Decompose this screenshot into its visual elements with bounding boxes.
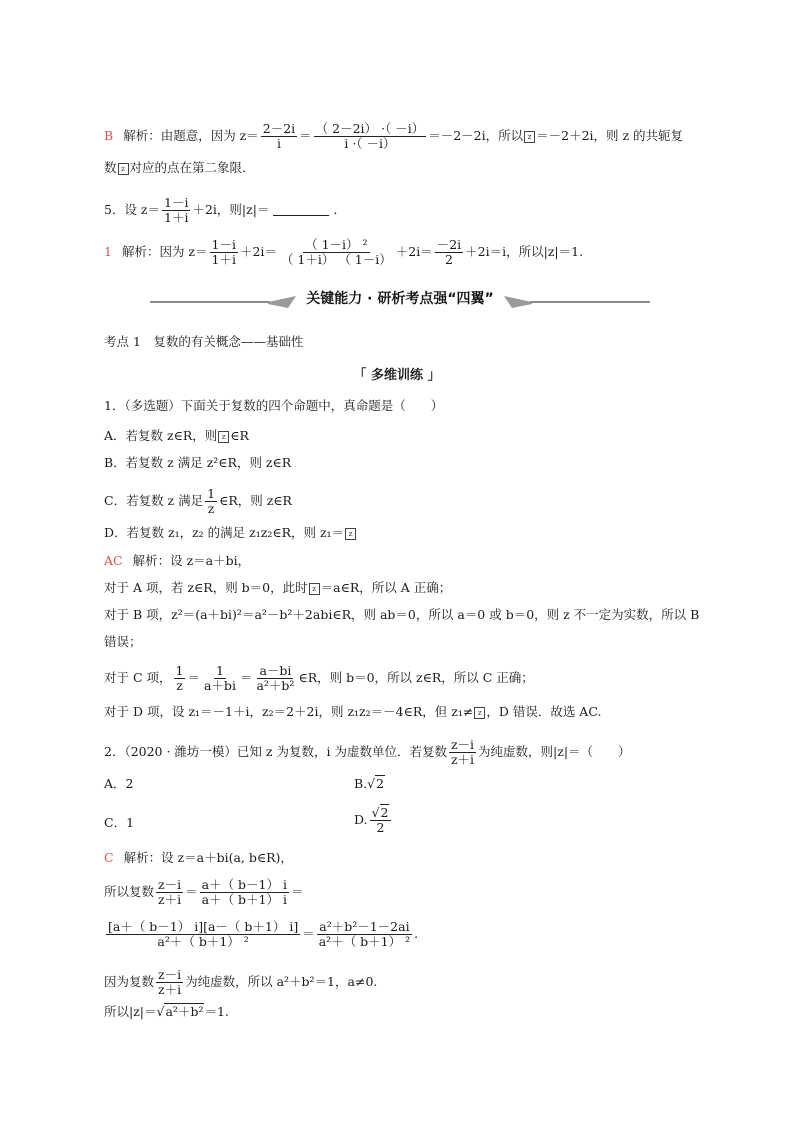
text: 解析：由题意，因为 z＝ [123,128,259,143]
denominator: z [176,678,183,693]
text: B. [354,776,368,791]
numerator: [a＋（ b－1） i][a－（ b＋1） i] [108,919,299,934]
answer-1-c: 对于 C 项， $\frac{1}{z}$ ＝ $\frac{1}{a+bi}$ ＝ $\frac{a-bi}{\text{a²＋b²}}$ ∈R，则 b＝0，所以 z∈R，所以 C 正确； [104,663,534,693]
question-1-stem: 1．（多选题）下面关于复数的四个命题中，真命题是（ ） [104,398,444,413]
text: ＋2i，则|z|＝ [192,202,270,217]
numerator: 2－2i [262,121,296,136]
radicand: 2 [380,805,389,820]
conjugate-z-icon: z [118,163,129,175]
kaodian-heading: 考点 1 复数的有关概念——基础性 [104,334,304,349]
denominator: a＋（ b＋1） i [201,892,287,907]
answer-tag: C [104,850,114,865]
radicand: 2 [376,776,385,791]
answer-tag: 1 [104,244,112,259]
answer-2-step4: 所以|z|＝√a²＋b²＝1. [104,1004,229,1019]
denominator: a²＋b² [256,678,295,693]
answer-tag: AC [104,553,123,568]
numerator: 1 [207,486,216,501]
option-d [104,525,357,541]
section-banner [150,286,650,312]
answer-1-intro [104,553,250,569]
denominator: 2 [376,820,385,835]
answer-blank [273,215,329,216]
text: 2．（2020 · 潍坊一模）已知 z 为复数，i 为虚数单位．若复数 [104,744,447,759]
answer-2-step2: $\frac{[a+( b-1) i][a-( b+1) i]}{\text{a²＋（ b＋1） ²}}$ ＝ $\frac{\text{a²＋b²－1－2ai}}{\text{a²＋（ b＋1） ²}}$ . [108,919,419,949]
numerator: z－i [158,967,182,982]
answer-1-d [104,704,601,720]
text: 为纯虚数，则|z|＝（ ） [478,744,631,759]
text: ＝－2－2i，所以 [428,128,524,143]
fraction [156,968,183,997]
denominator: （ 1＋i） （ 1－i） [280,252,392,267]
conjugate-z-icon: z [524,131,535,143]
answer-1-b-cont: 错误； [104,634,142,649]
denominator: a²＋（ b＋1） ² [157,934,249,949]
numerator: √2 [370,806,392,821]
numerator: a＋（ b－1） i [201,877,287,892]
solution-b-line1 [104,122,683,151]
fraction [174,664,186,693]
banner-title: 关键能力 · 研析考点强“四翼” [306,291,494,307]
conjugate-z-icon: z [309,583,320,595]
text: 所以复数 [104,884,155,899]
text: ＋2i＝ [239,244,277,259]
conjugate-z2-icon: z [345,528,356,540]
text: ＋2i＝ [395,244,433,259]
text: ＋2i＝i，所以|z|＝1. [465,244,584,259]
question-5 [104,196,346,225]
denominator: z＋i [158,892,182,907]
text: ＝ [299,128,312,143]
numerator: z－i [158,877,182,892]
numerator: 1 [215,663,224,678]
numerator: 1－i [164,195,189,210]
option-a [104,428,249,444]
numerator: a²＋b²－1－2ai [319,919,410,934]
fraction [261,122,297,151]
denominator: a＋bi [203,678,236,693]
answer-5 [104,238,583,267]
text: ∈R [230,428,249,443]
conjugate-z-icon: z [218,431,229,443]
fraction [200,878,289,907]
fraction [156,878,183,907]
text: ． [333,202,346,217]
text: ∈R，则 b＝0，所以 z∈R，所以 C 正确； [298,670,534,685]
denominator: 1＋i [211,252,236,267]
denominator: z＋i [450,752,475,767]
fraction [317,920,412,949]
denominator: z＋i [158,982,182,997]
text: 解析：设 z＝a＋bi， [132,553,251,568]
text: 解析：设 z＝a＋bi(a, b∈R)， [123,850,293,865]
denominator: z [207,501,215,516]
option-a: A．2 [104,776,134,791]
text: ＝－2＋2i，则 z 的共轭复 [536,128,684,143]
text: ＝1. [204,1004,229,1019]
fraction [370,806,392,835]
fraction [254,664,296,693]
text: D. [354,812,368,827]
fraction [210,238,238,267]
solution-b-line2 [104,160,255,176]
option-d [354,806,393,835]
text: ，D 错误．故选 AC. [486,704,602,719]
numerator: 1 [175,663,184,678]
text: ＝a∈R，所以 A 正确； [320,580,452,595]
numerator: （ 2－2i） ·（ －i） [315,121,425,136]
fraction [162,196,190,225]
banner-right-rule [530,301,650,303]
denominator: i ·（ －i） [344,136,396,151]
option-b: B．若复数 z 满足 z²∈R，则 z∈R [104,455,292,470]
text: ∈R，则 z∈R [219,493,292,508]
fraction [314,122,427,151]
banner-right-arrow-icon [504,294,532,308]
denominator: i [276,136,281,151]
text: 5．设 z＝ [104,202,161,217]
answer-tag: B [104,128,114,143]
answer-2-step3 [104,968,377,997]
numerator: －2i [436,237,462,252]
text: A．若复数 z∈R，则 [104,428,218,443]
option-c: C．1 [104,815,135,830]
text: 对应的点在第二象限． [129,160,255,175]
text: 数 [104,160,117,175]
question-2-stem [104,738,631,767]
text: C．若复数 z 满足 [104,493,204,508]
numerator: a－bi [259,663,292,678]
text: 所以|z|＝ [104,1004,157,1019]
fraction [449,738,476,767]
text: 对于 A 项，若 z∈R，则 b＝0，此时 [104,580,308,595]
conjugate-z2-icon: z [474,707,485,719]
denominator: 2 [444,252,453,267]
text: 对于 D 项，设 z₁＝－1＋i，z₂＝2＋2i，则 z₁z₂＝－4∈R，但 z₁≠ [104,704,474,719]
option-b: B.√2 [354,776,385,791]
text: 为纯虚数，所以 a²＋b²＝1，a≠0. [185,974,378,989]
answer-1-b: 对于 B 项，z²＝(a＋bi)²＝a²－b²＋2abi∈R，则 ab＝0，所以 a＝0 或 b＝0，则 z 不一定为实数，所以 B [104,607,700,622]
fraction [205,487,217,516]
option-c [104,487,292,516]
numerator: （ 1－i） ² [305,237,368,252]
numerator: 1－i [211,237,236,252]
text: 解析：因为 z＝ [121,244,208,259]
text: 因为复数 [104,974,155,989]
answer-1-a [104,580,451,596]
text: 对于 C 项， [104,670,172,685]
text: D．若复数 z₁，z₂ 的满足 z₁z₂∈R，则 z₁＝ [104,525,345,540]
fraction [279,238,394,267]
fraction [106,920,300,949]
radicand: a²＋b² [165,1004,204,1019]
answer-2-step1: 所以复数 $\frac{z-i}{z+i}$ ＝ $\frac{a+( b-1) i}{a+( b+1) i}$ ＝ [104,877,304,907]
fraction [202,664,238,693]
answer-2-intro [104,850,293,866]
practice-box-title: 「 多维训练 」 [353,368,441,383]
denominator: 1＋i [164,210,189,225]
denominator: a²＋（ b＋1） ² [318,934,411,949]
numerator: z－i [450,737,475,752]
fraction [435,238,463,267]
